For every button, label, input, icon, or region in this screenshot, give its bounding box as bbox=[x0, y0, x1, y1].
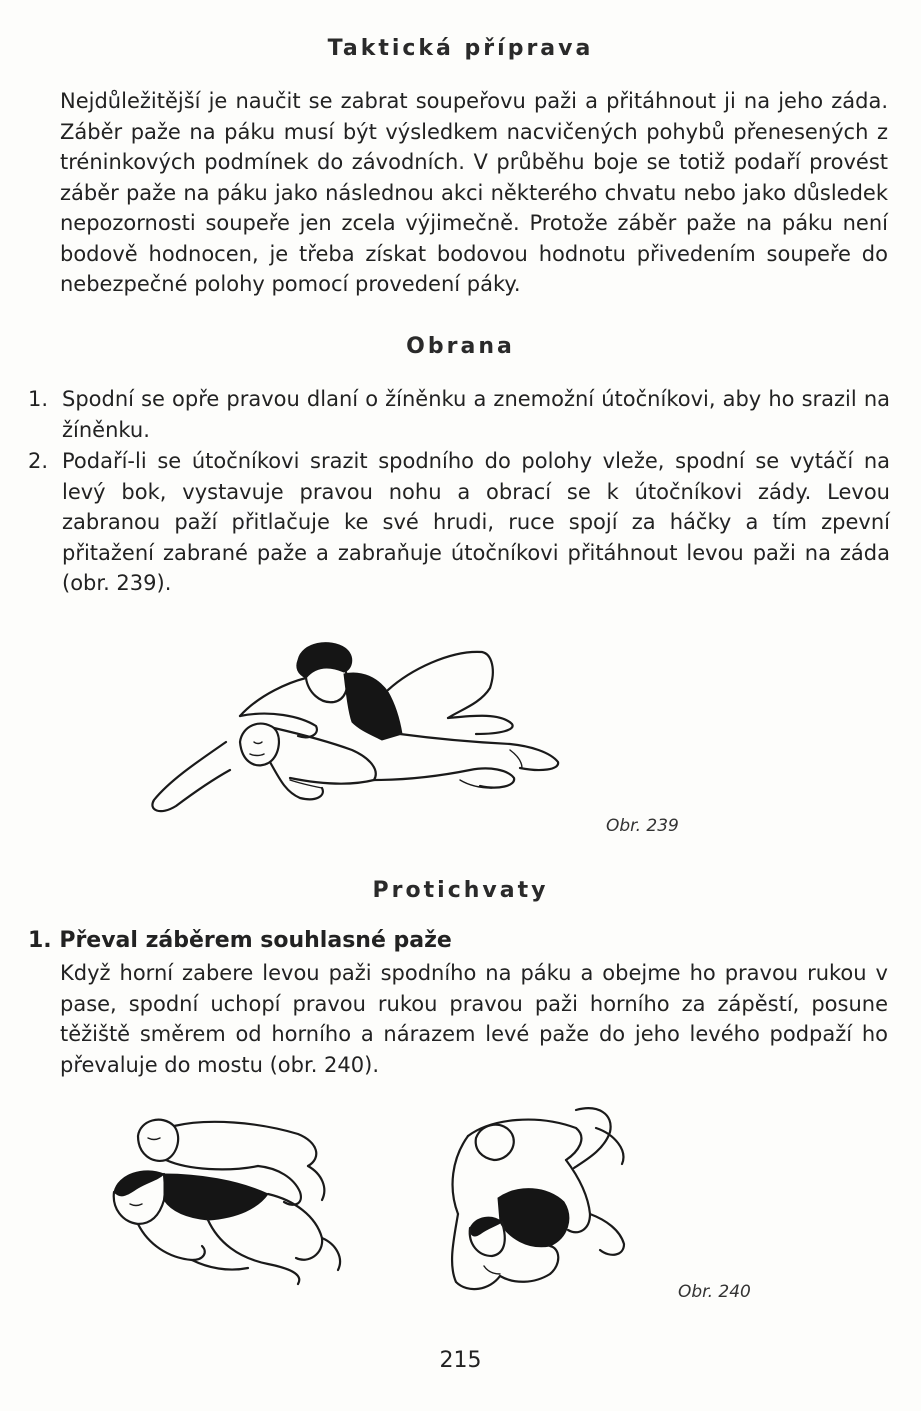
takticka-paragraph: Nejdůležitější je naučit se zabrat soupeřovu paži a přitáhnout ji na jeho záda. Záběr paže na páku musí být výsledkem nacvičených pohybů přenesených z tréninkových podmínek do závodních. V průběhu boje se totiž podaří provést záběr paže na páku jako následnou akci některého chvatu nebo jako důsledek nepozornosti soupeře jen zcela výjimečně. Protože záběr paže na páku není bodově hodnocen, je třeba získat bodovou hodnotu přivedením soupeře do nebezpečné polohy pomocí provedení páky. bbox=[60, 89, 888, 296]
section-heading-takticka-priprava: Taktická příprava bbox=[327, 36, 594, 61]
section-heading-obrana: Obrana bbox=[406, 334, 515, 359]
obrana-item-2 bbox=[28, 446, 890, 599]
list-text: Spodní se opře pravou dlaní o žíněnku a znemožní útočníkovi, aby ho srazil na žíněnku. bbox=[62, 387, 890, 442]
figure-caption-239: Obr. 239 bbox=[606, 816, 679, 836]
obrana-item-1 bbox=[28, 384, 890, 445]
list-text: Podaří-li se útočníkovi srazit spodního do polohy vleže, spodní se vytáčí na levý bok, vystavuje pravou nohu a obrací se k útočníkovi zády. Levou zabranou paží přitlačuje ke své hrudi, ruce spojí za háčky a tím zpevní přitažení zabrané paže a zabraňuje útočníkovi přitáhnout levou paži na záda (obr. 239). bbox=[62, 449, 890, 595]
list-number: 2. bbox=[28, 449, 49, 473]
wrestling-illustration-239 bbox=[130, 630, 570, 845]
page-number: 215 bbox=[439, 1348, 482, 1373]
figure-caption-240: Obr. 240 bbox=[678, 1282, 751, 1302]
section-heading-protichvaty: Protichvaty bbox=[372, 878, 549, 903]
protichvat-title: 1. Převal záběrem souhlasné paže bbox=[28, 928, 452, 953]
list-number: 1. bbox=[28, 387, 49, 411]
wrestling-illustration-240-left bbox=[108, 1108, 368, 1298]
wrestling-illustration-240-right bbox=[428, 1098, 648, 1303]
protichvat-paragraph: Když horní zabere levou paži spodního na páku a obejme ho pravou rukou v pase, spodní uchopí pravou rukou pravou paži horního za zápěstí, posune těžiště směrem od horního a nárazem levé paže do jeho levého podpaží ho převaluje do mostu (obr. 240). bbox=[60, 961, 888, 1077]
